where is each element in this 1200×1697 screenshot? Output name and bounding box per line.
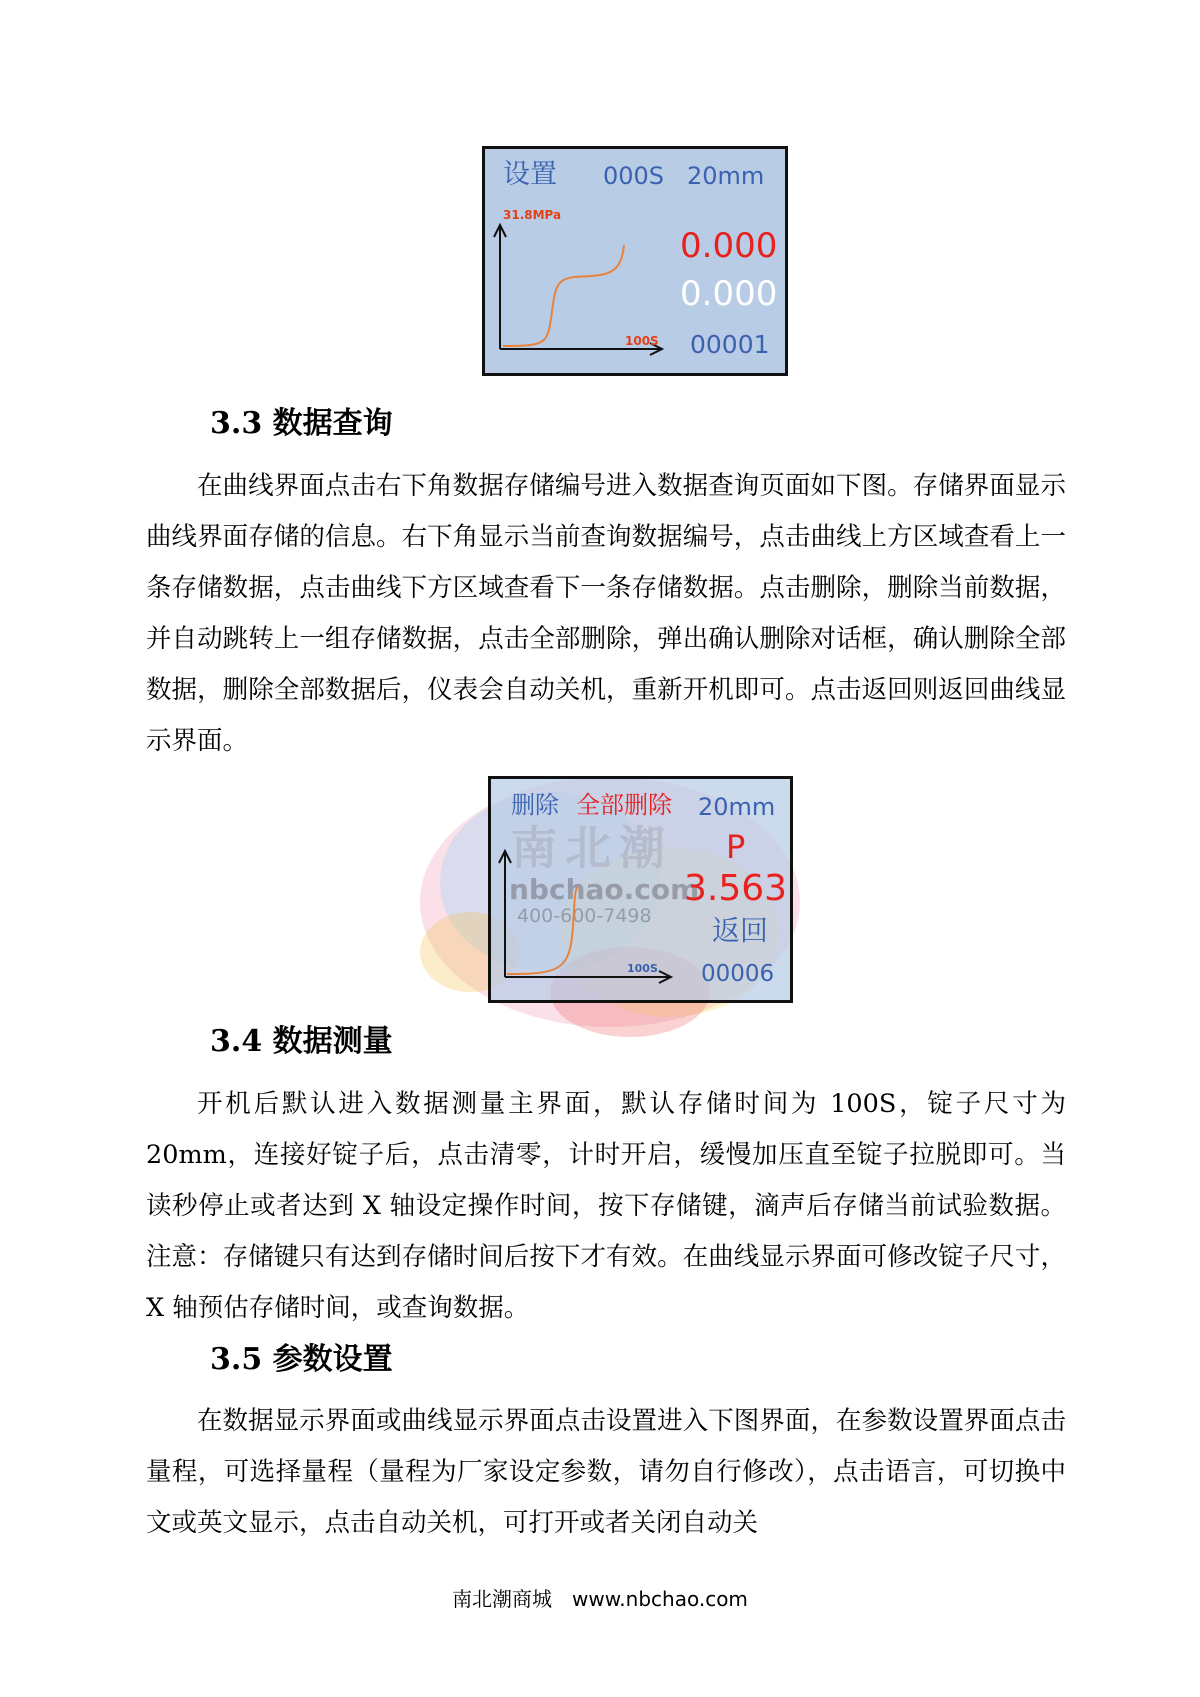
page-footer: 南北潮商城 www.nbchao.com <box>452 1587 748 1611</box>
watermark-phone: 400-600-7498 <box>517 905 652 927</box>
device-screen-curve <box>482 146 788 376</box>
record-number[interactable]: 00001 <box>690 330 770 359</box>
p-label: P <box>726 828 746 866</box>
value-secondary: 0.000 <box>680 274 778 314</box>
section-paragraph-3-4: 开机后默认进入数据测量主界面，默认存储时间为 100S，锭子尺寸为20mm，连接好锭子后，点击清零，计时开启，缓慢加压直至锭子拉脱即可。当读秒停止或者达到 X 轴设定操作时间，按下存储键，滴声后存储当前试验数据。注意：存储键只有达到存储时间后按下才有效。在曲线显示界面可修改锭子尺寸，X 轴预估存储时间，或查询数据。 <box>146 1089 1066 1323</box>
value-primary: 0.000 <box>680 226 778 266</box>
value-primary: 3.563 <box>684 868 788 909</box>
back-button[interactable]: 返回 <box>712 914 769 947</box>
time-readout[interactable]: 000S <box>603 162 665 190</box>
size-readout[interactable]: 20mm <box>698 793 776 821</box>
section-heading-3-5: 3.5 参数设置 <box>210 1342 393 1377</box>
section-heading-3-3: 3.3 数据查询 <box>210 406 393 441</box>
curve-line <box>507 887 577 974</box>
section-paragraph-3-5: 在数据显示界面或曲线显示界面点击设置进入下图界面，在参数设置界面点击量程，可选择量程（量程为厂家设定参数，请勿自行修改），点击语言，可切换中文或英文显示，点击自动关机，可打开或者关闭自动关 <box>146 1406 1066 1538</box>
record-number[interactable]: 00006 <box>701 961 775 987</box>
x-max-label: 100S <box>625 334 659 348</box>
size-readout[interactable]: 20mm <box>687 162 765 190</box>
delete-button[interactable]: 删除 <box>511 791 559 819</box>
section-paragraph-3-3: 在曲线界面点击右下角数据存储编号进入数据查询页面如下图。存储界面显示曲线界面存储的信息。右下角显示当前查询数据编号，点击曲线上方区域查看上一条存储数据，点击曲线下方区域查看下一条存储数据。点击删除，删除当前数据，并自动跳转上一组存储数据，点击全部删除，弹出确认删除对话框，确认删除全部数据，删除全部数据后，仪表会自动关机，重新开机即可。点击返回则返回曲线显示界面。 <box>146 471 1066 756</box>
y-max-label: 31.8MPa <box>503 208 562 222</box>
x-max-label: 100S <box>627 962 658 975</box>
setting-button[interactable]: 设置 <box>503 159 557 190</box>
delete-all-button[interactable]: 全部删除 <box>576 791 672 819</box>
section-heading-3-4: 3.4 数据测量 <box>210 1024 393 1059</box>
watermark-site: nbchao.com <box>509 873 700 906</box>
watermark-name: 南北潮 <box>511 821 673 875</box>
device-screen-query <box>488 776 793 1003</box>
curve-line <box>503 245 624 346</box>
